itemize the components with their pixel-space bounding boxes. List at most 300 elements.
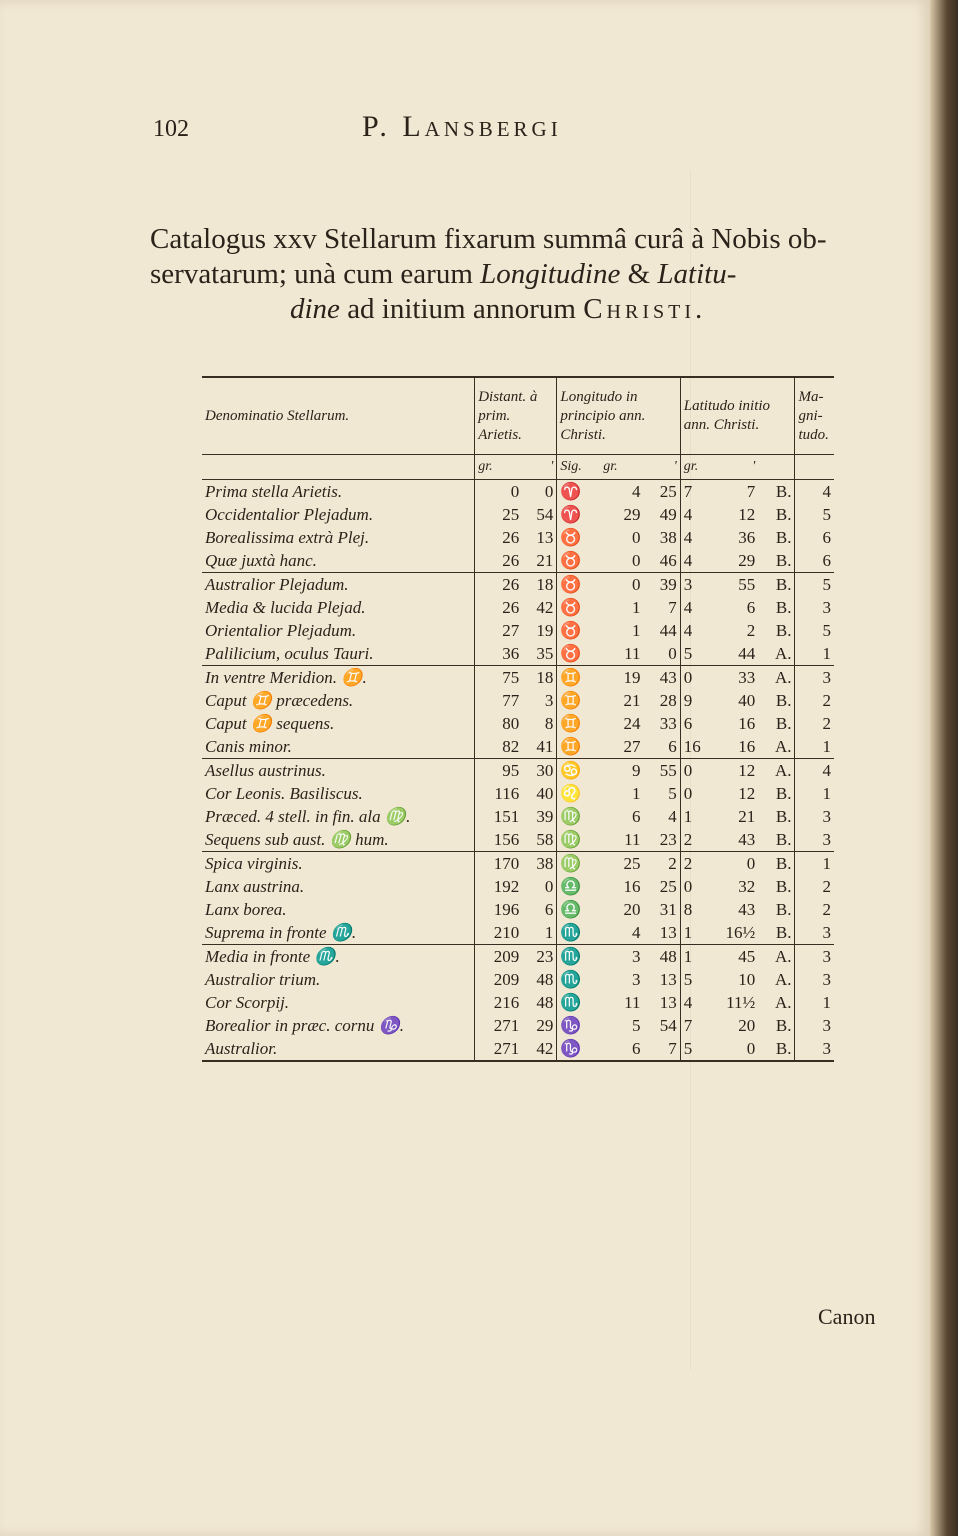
cell-mag: 3 — [795, 945, 834, 969]
page-number: 102 — [153, 116, 189, 142]
table-row — [202, 875, 834, 898]
cell-bm: 20 — [738, 1015, 756, 1035]
cell-name: In ventre Meridion. ♊. — [202, 666, 475, 690]
cell-lm: 28 — [659, 690, 677, 710]
cell-name: Prima stella Arietis. — [205, 481, 343, 501]
cell-dm: 18 — [522, 573, 557, 597]
cell-lm: 25 — [659, 481, 677, 501]
cell-lm: 0 — [668, 643, 677, 663]
subheader-row — [202, 455, 834, 480]
table-row — [202, 852, 834, 876]
cell-ns: B. — [775, 527, 792, 547]
catalogue-title — [150, 222, 880, 327]
cell-bm: 21 — [738, 806, 756, 826]
title-line-3: dine ad initium annorum Christi. — [290, 293, 707, 325]
running-head — [0, 110, 930, 150]
cell-dm: 39 — [536, 806, 554, 826]
cell-sig: ♎ — [557, 875, 600, 898]
cell-lm: 2 — [643, 852, 680, 876]
cell-bg: 1 — [680, 945, 710, 969]
cell-dm: 6 — [544, 899, 554, 919]
table-row — [202, 945, 834, 969]
cell-bg: 4 — [680, 503, 710, 526]
cell-lg: 11 — [624, 992, 641, 1012]
cell-sig: ♑ — [557, 1037, 600, 1061]
cell-bm: 12 — [738, 504, 756, 524]
cell-name: Occidentalior Plejadum. — [205, 504, 374, 524]
cell-mag: 4 — [795, 480, 834, 504]
sub-gr: gr. — [475, 455, 523, 480]
cell-sig: ♉ — [557, 619, 600, 642]
cell-ns: B. — [775, 690, 792, 710]
cell-bm: 36 — [738, 527, 756, 547]
cell-bg: 0 — [680, 782, 710, 805]
cell-lg: 0 — [631, 550, 641, 570]
sub-min: ' — [522, 455, 557, 480]
cell-bm: 43 — [738, 829, 756, 849]
cell-dm: 48 — [536, 992, 554, 1012]
header-row — [202, 377, 834, 455]
cell-bm: 16 — [738, 713, 756, 733]
cell-sig: ♍ — [557, 805, 600, 828]
cell-ns: B. — [775, 713, 792, 733]
cell-name: Orientalior Plejadum. — [205, 620, 357, 640]
table-row — [202, 712, 834, 735]
cell-lg: 9 — [600, 759, 643, 783]
cell-mag: 3 — [795, 1037, 834, 1061]
cell-lm: 43 — [643, 666, 680, 690]
cell-mag: 2 — [795, 712, 834, 735]
cell-dm: 19 — [536, 620, 554, 640]
header-name: Denominatio Stellarum. — [205, 407, 350, 424]
cell-bg: 5 — [680, 1037, 710, 1061]
cell-lg: 1 — [631, 597, 641, 617]
table-row — [202, 828, 834, 852]
cell-sig: ♋ — [557, 759, 600, 783]
table-row — [202, 1037, 834, 1061]
cell-ns: A. — [758, 666, 795, 690]
cell-dg: 192 — [475, 875, 523, 898]
cell-mag: 6 — [795, 526, 834, 549]
cell-bg: 1 — [680, 805, 710, 828]
cell-lm: 13 — [659, 969, 677, 989]
cell-name: Australior Plejadum. — [202, 573, 475, 597]
cell-bg: 4 — [680, 526, 710, 549]
sub-min2: ' — [643, 455, 680, 480]
cell-name: Spica virginis. — [202, 852, 475, 876]
cell-lg: 4 — [631, 481, 641, 501]
cell-lg: 25 — [600, 852, 643, 876]
cell-bm: 2 — [746, 620, 756, 640]
cell-dg: 170 — [475, 852, 523, 876]
cell-name: Caput ♊ sequens. — [205, 713, 335, 733]
running-title: P. Lansbergi — [362, 110, 562, 143]
cell-ns: B. — [758, 573, 795, 597]
cell-lg: 0 — [600, 573, 643, 597]
cell-lm: 5 — [668, 783, 677, 803]
cell-ns: B. — [775, 597, 792, 617]
cell-lg: 19 — [600, 666, 643, 690]
cell-dm: 40 — [536, 783, 554, 803]
cell-dg: 196 — [475, 898, 523, 921]
cell-lg: 1 — [631, 783, 641, 803]
cell-ns: A. — [774, 736, 792, 756]
cell-sig: ♑ — [557, 1014, 600, 1037]
cell-mag: 2 — [795, 689, 834, 712]
cell-bm: 0 — [746, 1038, 756, 1058]
cell-dm: 48 — [536, 969, 554, 989]
cell-lm: 33 — [659, 713, 677, 733]
cell-dg: 27 — [475, 619, 523, 642]
cell-ns: A. — [774, 969, 792, 989]
cell-dg: 25 — [475, 503, 523, 526]
cell-bm: 40 — [738, 690, 756, 710]
cell-dm: 41 — [536, 736, 554, 756]
cell-name: Quæ juxtà hanc. — [205, 550, 317, 570]
cell-ns: B. — [775, 481, 792, 501]
cell-sig: ♊ — [557, 712, 600, 735]
cell-sig: ♊ — [557, 735, 600, 759]
cell-ns: B. — [775, 504, 792, 524]
cell-dm: 21 — [536, 550, 554, 570]
cell-sig: ♉ — [557, 549, 600, 573]
cell-mag: 4 — [795, 759, 834, 783]
cell-name: Borealissima extrà Plej. — [205, 527, 370, 547]
cell-mag: 1 — [795, 991, 834, 1014]
cell-dg: 75 — [475, 666, 523, 690]
cell-mag: 2 — [795, 875, 834, 898]
cell-dm: 0 — [544, 481, 554, 501]
table-row — [202, 898, 834, 921]
sub-gr2: gr. — [600, 455, 643, 480]
cell-bg: 1 — [680, 921, 710, 945]
sub-gr3: gr. — [680, 455, 710, 480]
cell-mag: 3 — [795, 596, 834, 619]
cell-lm: 54 — [659, 1015, 677, 1035]
cell-lm: 4 — [668, 806, 677, 826]
header-distance: Distant. à prim. Arietis. — [475, 377, 557, 455]
table-row — [202, 782, 834, 805]
cell-bm: 45 — [711, 945, 759, 969]
cell-lm: 39 — [643, 573, 680, 597]
cell-ns: B. — [775, 1015, 792, 1035]
cell-dg: 26 — [475, 573, 523, 597]
cell-ns: B. — [775, 876, 792, 896]
catalogue-grid — [202, 376, 834, 1062]
cell-sig: ♈ — [557, 503, 600, 526]
cell-lg: 29 — [623, 504, 641, 524]
cell-dg: 210 — [475, 921, 523, 945]
cell-bm: 44 — [738, 643, 756, 663]
cell-mag: 3 — [795, 921, 834, 945]
header-latitude: Latitudo initio ann. Christi. — [680, 377, 795, 455]
cell-bm: 16½ — [725, 922, 756, 942]
cell-ns: B. — [775, 1038, 792, 1058]
cell-bg: 0 — [680, 666, 710, 690]
cell-lm: 44 — [659, 620, 677, 640]
cell-lg: 11 — [624, 643, 641, 663]
cell-lm: 38 — [659, 527, 677, 547]
cell-dm: 42 — [536, 1038, 554, 1058]
cell-dg: 82 — [475, 735, 523, 759]
cell-name: Media in fronte ♏. — [202, 945, 475, 969]
cell-dm: 13 — [536, 527, 554, 547]
cell-name: Australior. — [205, 1038, 278, 1058]
cell-name: Borealior in præc. cornu ♑. — [205, 1015, 405, 1035]
cell-name: Caput ♊ præcedens. — [205, 690, 354, 710]
cell-sig: ♍ — [557, 828, 600, 852]
sub-sig: Sig. — [557, 455, 600, 480]
table-row — [202, 759, 834, 783]
cell-name: Asellus austrinus. — [202, 759, 475, 783]
cell-sig: ♊ — [557, 666, 600, 690]
cell-bg: 2 — [680, 852, 710, 876]
cell-dg: 156 — [475, 828, 523, 852]
cell-bm: 43 — [738, 899, 756, 919]
cell-dg: 271 — [475, 1037, 523, 1061]
cell-bg: 4 — [680, 619, 710, 642]
cell-lg: 6 — [631, 806, 641, 826]
table-row — [202, 573, 834, 597]
header-magnitude: Ma- gni- tudo. — [795, 377, 834, 455]
cell-ns: A. — [774, 992, 792, 1012]
cell-lg: 3 — [631, 969, 641, 989]
cell-bm: 29 — [738, 550, 756, 570]
cell-dg: 80 — [475, 712, 523, 735]
cell-lm: 49 — [659, 504, 677, 524]
cell-name: Suprema in fronte ♏. — [205, 922, 357, 942]
cell-sig: ♉ — [557, 526, 600, 549]
cell-bm: 33 — [711, 666, 759, 690]
cell-dg: 95 — [475, 759, 523, 783]
cell-lg: 21 — [623, 690, 641, 710]
table-row — [202, 666, 834, 690]
cell-dg: 116 — [475, 782, 523, 805]
cell-lg: 27 — [623, 736, 641, 756]
cell-mag: 3 — [795, 828, 834, 852]
title-line-2: servatarum; unà cum earum Longitudine & Latitu- — [150, 258, 737, 290]
table-row — [202, 619, 834, 642]
star-catalogue-table — [202, 376, 834, 1136]
cell-sig: ♏ — [557, 945, 600, 969]
cell-dm: 18 — [522, 666, 557, 690]
cell-bg: 8 — [680, 898, 710, 921]
cell-bm: 7 — [746, 481, 756, 501]
cell-dm: 35 — [536, 643, 554, 663]
cell-bg: 2 — [680, 828, 710, 852]
cell-lm: 23 — [659, 829, 677, 849]
cell-dm: 58 — [536, 829, 554, 849]
cell-name: Lanx austrina. — [205, 876, 305, 896]
table-row — [202, 968, 834, 991]
cell-lg: 16 — [623, 876, 641, 896]
cell-sig: ♏ — [557, 968, 600, 991]
cell-bg: 5 — [680, 642, 710, 666]
cell-dm: 8 — [544, 713, 554, 733]
cell-ns: B. — [775, 783, 792, 803]
cell-sig: ♉ — [557, 573, 600, 597]
cell-name: Præced. 4 stell. in fin. ala ♍. — [205, 806, 411, 826]
cell-ns: A. — [758, 759, 795, 783]
cell-mag: 6 — [795, 549, 834, 573]
cell-ns: B. — [775, 550, 792, 570]
cell-mag: 3 — [795, 805, 834, 828]
cell-sig: ♌ — [557, 782, 600, 805]
cell-ns: B. — [775, 620, 792, 640]
cell-lg: 6 — [631, 1038, 641, 1058]
cell-mag: 3 — [795, 666, 834, 690]
table-row — [202, 805, 834, 828]
cell-dm: 3 — [544, 690, 554, 710]
cell-lg: 1 — [631, 620, 641, 640]
cell-lg: 5 — [631, 1015, 641, 1035]
table-row — [202, 642, 834, 666]
cell-mag: 2 — [795, 898, 834, 921]
cell-dg: 209 — [475, 968, 523, 991]
cell-bm: 10 — [738, 969, 756, 989]
cell-bg: 7 — [680, 480, 710, 504]
catalogue-body — [202, 480, 834, 1062]
cell-bg: 4 — [680, 549, 710, 573]
cell-name: Lanx borea. — [205, 899, 287, 919]
cell-bm: 12 — [711, 759, 759, 783]
cell-ns: B. — [758, 852, 795, 876]
cell-dg: 26 — [475, 526, 523, 549]
cell-dm: 42 — [536, 597, 554, 617]
cell-ns: A. — [774, 643, 792, 663]
cell-mag: 1 — [795, 642, 834, 666]
cell-bm: 12 — [738, 783, 756, 803]
cell-mag: 3 — [795, 968, 834, 991]
table-row — [202, 991, 834, 1014]
cell-bm: 6 — [746, 597, 756, 617]
table-row — [202, 1014, 834, 1037]
cell-bm: 11½ — [726, 992, 756, 1012]
cell-lm: 7 — [668, 597, 677, 617]
cell-lm: 13 — [659, 992, 677, 1012]
sub-min3: ' — [711, 455, 759, 480]
cell-lg: 24 — [623, 713, 641, 733]
cell-sig: ♏ — [557, 991, 600, 1014]
cell-bg: 4 — [680, 991, 710, 1014]
cell-lg: 0 — [631, 527, 641, 547]
cell-lg: 20 — [623, 899, 641, 919]
table-row — [202, 689, 834, 712]
cell-lm: 46 — [659, 550, 677, 570]
cell-ns: B. — [775, 899, 792, 919]
cell-sig: ♊ — [557, 689, 600, 712]
cell-dm: 29 — [536, 1015, 554, 1035]
cell-mag: 1 — [795, 782, 834, 805]
cell-dg: 151 — [475, 805, 523, 828]
cell-lm: 13 — [659, 922, 677, 942]
table-row — [202, 735, 834, 759]
cell-sig: ♉ — [557, 596, 600, 619]
header-longitude: Longitudo in principio ann. Christi. — [557, 377, 680, 455]
cell-dg: 77 — [475, 689, 523, 712]
cell-sig: ♉ — [557, 642, 600, 666]
cell-mag: 1 — [795, 852, 834, 876]
cell-dg: 26 — [475, 596, 523, 619]
next-page-edge — [930, 0, 958, 1536]
table-row — [202, 921, 834, 945]
cell-name: Sequens sub aust. ♍ hum. — [205, 829, 389, 849]
table-row — [202, 480, 834, 504]
cell-dg: 209 — [475, 945, 523, 969]
cell-bg: 7 — [680, 1014, 710, 1037]
cell-ns: A. — [758, 945, 795, 969]
cell-dm: 23 — [522, 945, 557, 969]
cell-dg: 271 — [475, 1014, 523, 1037]
table-row — [202, 549, 834, 573]
cell-bg: 16 — [680, 735, 710, 759]
catchword: Canon — [818, 1304, 876, 1329]
cell-dg: 36 — [475, 642, 523, 666]
cell-name: Australior trium. — [205, 969, 321, 989]
cell-sig: ♏ — [557, 921, 600, 945]
cell-lg: 4 — [631, 922, 641, 942]
cell-sig: ♎ — [557, 898, 600, 921]
cell-ns: B. — [775, 806, 792, 826]
cell-name: Palilicium, oculus Tauri. — [205, 643, 374, 663]
cell-dm: 38 — [522, 852, 557, 876]
cell-dg: 26 — [475, 549, 523, 573]
cell-bm: 0 — [711, 852, 759, 876]
cell-lm: 6 — [668, 736, 677, 756]
cell-lg: 3 — [600, 945, 643, 969]
cell-mag: 1 — [795, 735, 834, 759]
cell-dm: 54 — [536, 504, 554, 524]
cell-mag: 5 — [795, 573, 834, 597]
cell-dg: 0 — [475, 480, 523, 504]
cell-bm: 55 — [711, 573, 759, 597]
cell-lm: 55 — [643, 759, 680, 783]
cell-dm: 30 — [522, 759, 557, 783]
cell-name: Media & lucida Plejad. — [205, 597, 366, 617]
cell-mag: 5 — [795, 503, 834, 526]
cell-sig: ♍ — [557, 852, 600, 876]
cell-bg: 4 — [680, 596, 710, 619]
cell-bg: 0 — [680, 759, 710, 783]
cell-bg: 0 — [680, 875, 710, 898]
cell-bg: 9 — [680, 689, 710, 712]
table-row — [202, 526, 834, 549]
cell-lm: 25 — [659, 876, 677, 896]
cell-bg: 3 — [680, 573, 710, 597]
table-row — [202, 503, 834, 526]
cell-dm: 0 — [544, 876, 554, 896]
cell-mag: 3 — [795, 1014, 834, 1037]
cell-ns: B. — [775, 829, 792, 849]
cell-lg: 11 — [624, 829, 641, 849]
cell-dm: 1 — [544, 922, 554, 942]
cell-ns: B. — [775, 922, 792, 942]
cell-name: Cor Leonis. Basiliscus. — [205, 783, 363, 803]
cell-name: Cor Scorpij. — [205, 992, 290, 1012]
title-line-1: Catalogus xxv Stellarum fixarum summâ curâ à Nobis ob- — [150, 223, 827, 255]
cell-lm: 31 — [659, 899, 677, 919]
cell-bm: 16 — [738, 736, 756, 756]
cell-bg: 5 — [680, 968, 710, 991]
cell-name: Canis minor. — [205, 736, 292, 756]
cell-lm: 48 — [643, 945, 680, 969]
cell-dg: 216 — [475, 991, 523, 1014]
cell-sig: ♈ — [557, 480, 600, 504]
table-row — [202, 596, 834, 619]
cell-bg: 6 — [680, 712, 710, 735]
cell-bm: 32 — [738, 876, 756, 896]
cell-mag: 5 — [795, 619, 834, 642]
